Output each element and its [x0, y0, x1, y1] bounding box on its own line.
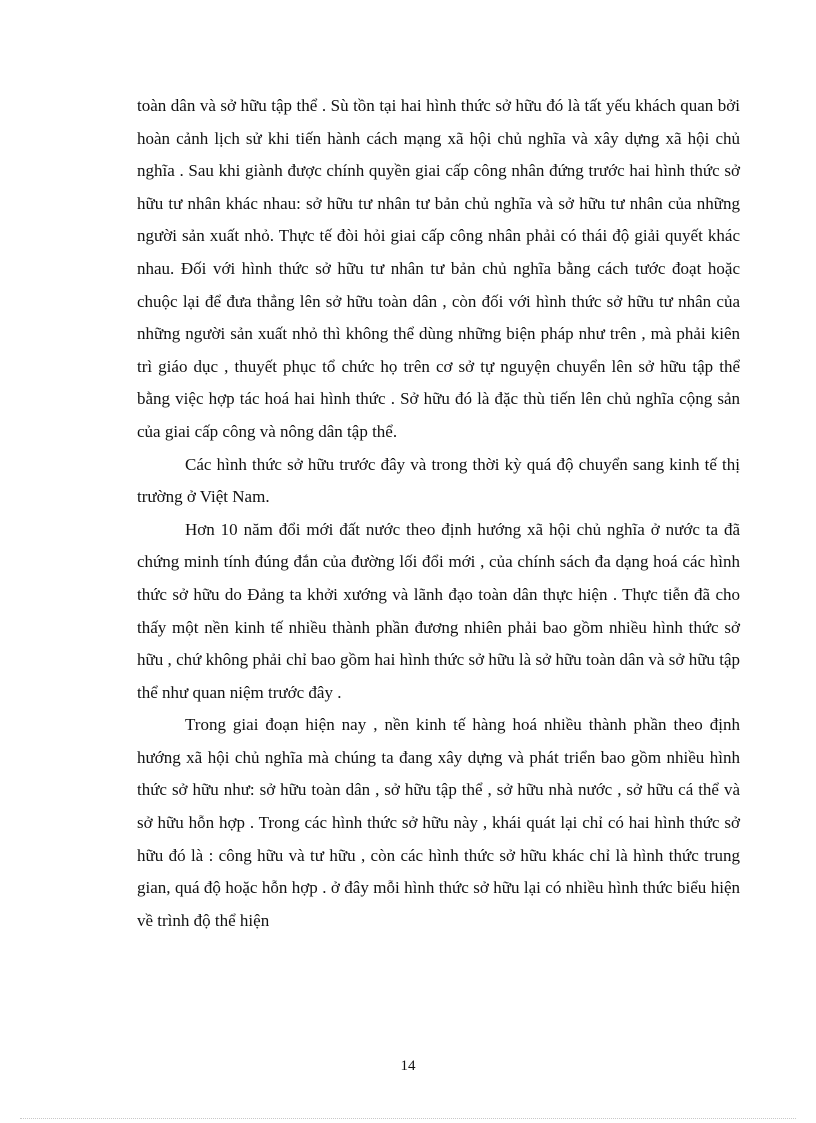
document-body	[137, 90, 740, 937]
paragraph-section-intro: Các hình thức sở hữu trước đây và trong thời kỳ quá độ chuyển sang kinh tế thị trường ở Việt Nam.	[137, 454, 740, 507]
paragraph-continuation: toàn dân và sở hữu tập thể . Sù tồn tại hai hình thức sở hữu đó là tất yếu khách quan bởi hoàn cảnh lịch sử khi tiến hành cách mạng xã hội chủ nghĩa và xây dựng xã hội chủ nghĩa . Sau khi giành được chính quyền giai cấp công nhân đứng trước hai hình thức sở hữu tư nhân khác nhau: sở hữu tư nhân tư bản chủ nghĩa và sở hữu tư nhân của những người sản xuất nhỏ. Thực tế đòi hỏi giai cấp công nhân phải có thái độ giải quyết khác nhau. Đối với hình thức sở hữu tư nhân tư bản chủ nghĩa bằng cách tước đoạt hoặc chuộc lại để đưa thẳng lên sở hữu toàn dân , còn đối với hình thức sở hữu tư nhân của những người sản xuất nhỏ thì không thể dùng những biện pháp như trên , mà phải kiên trì giáo dục , thuyết phục tổ chức họ trên cơ sở tự nguyện chuyển lên sở hữu tập thể bằng việc hợp tác hoá hai hình thức . Sở hữu đó là đặc thù tiến lên chủ nghĩa cộng sản của giai cấp công và nông dân tập thể.	[137, 96, 740, 441]
page-bottom-divider	[20, 1118, 796, 1119]
paragraph-renovation: Hơn 10 năm đổi mới đất nước theo định hướng xã hội chủ nghĩa ở nước ta đã chứng minh tính đúng đắn của đường lối đổi mới , của chính sách đa dạng hoá các hình thức sở hữu do Đảng ta khởi xướng và lãnh đạo toàn dân thực hiện . Thực tiễn đã cho thấy một nền kinh tế nhiều thành phần đương nhiên phải bao gồm nhiều hình thức sở hữu , chứ không phải chỉ bao gồm hai hình thức sở hữu là sở hữu toàn dân và sở hữu tập thể như quan niệm trước đây .	[137, 519, 740, 702]
paragraph-current-period: Trong giai đoạn hiện nay , nền kinh tế hàng hoá nhiều thành phần theo định hướng xã hội chủ nghĩa mà chúng ta đang xây dựng và phát triển bao gồm nhiều hình thức sở hữu như: sở hữu toàn dân , sở hữu tập thể , sở hữu nhà nước , sở hữu cá thể và sở hữu hỗn hợp . Trong các hình thức sở hữu này , khái quát lại chỉ có hai hình thức sở hữu đó là : công hữu và tư hữu , còn các hình thức sở hữu khác chỉ là hình thức trung gian, quá độ hoặc hỗn hợp . ở đây mỗi hình thức sở hữu lại có nhiều hình thức biểu hiện về trình độ thể hiện	[137, 715, 740, 930]
page-number: 14	[400, 1058, 416, 1074]
